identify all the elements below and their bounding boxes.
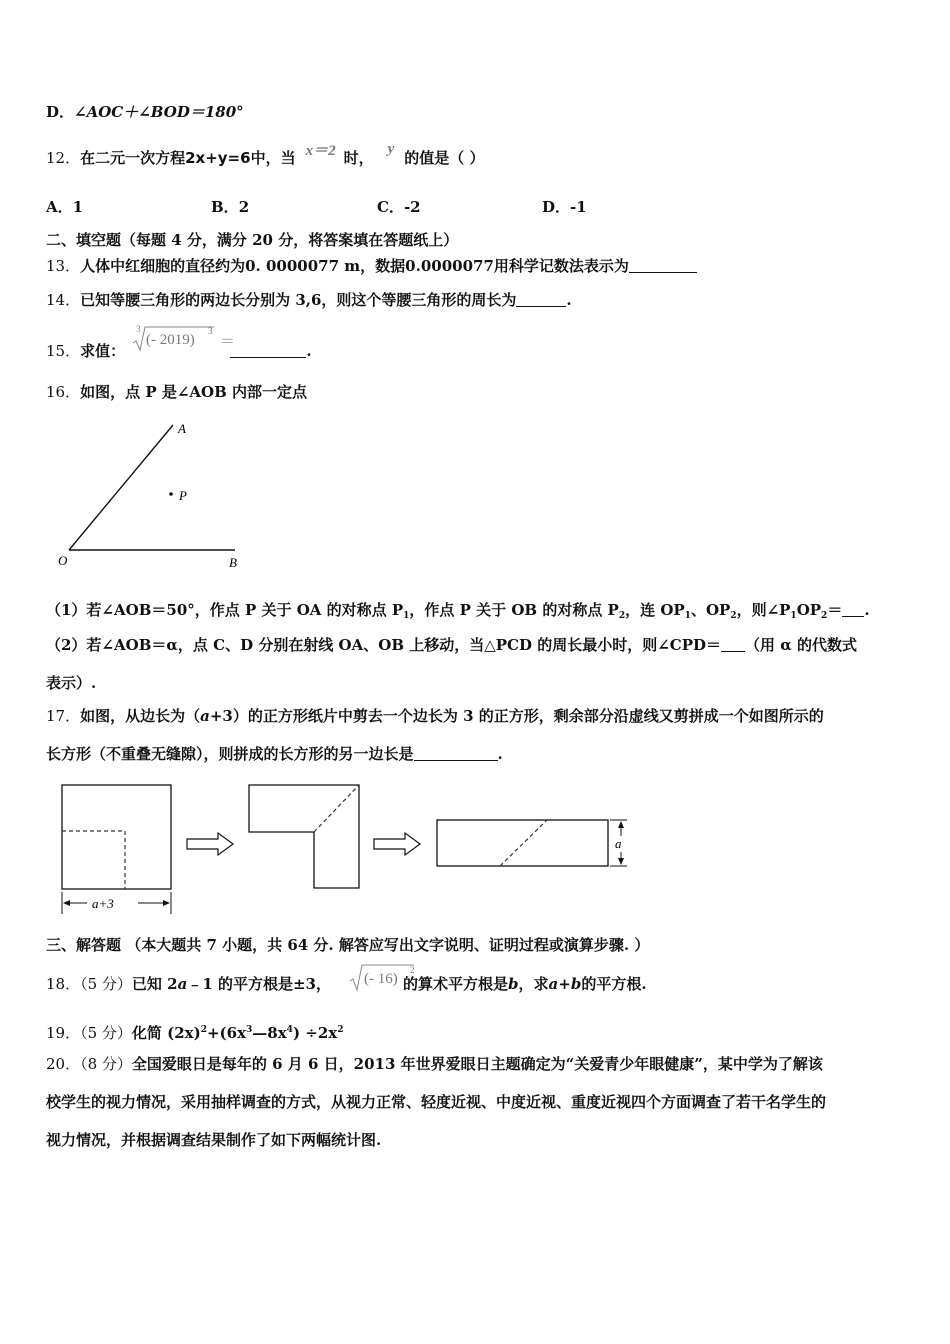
q17-line1: 17．如图，从边长为（a+3）的正方形纸片中剪去一个边长为 3 的正方形，剩余部分沿虚线又剪拼成一个如图所示的: [46, 707, 824, 725]
q17-line2: 长方形（不重叠无缝隙），则拼成的长方形的另一边长是 .: [46, 745, 503, 763]
q12-option-d: D．-1: [542, 198, 587, 216]
q17-figure: [55, 780, 645, 920]
q15-answer-blank[interactable]: [230, 343, 306, 358]
q16-part1: （1）若∠AOB＝50°，作点 P 关于 OA 的对称点 $P_1$，作点 P 关于 OB 的对称点 $P_2$，连 $OP_1$、$OP_2$，则$\angle P_1OP_2=$ .: [46, 601, 870, 621]
q15-exponent: 3: [208, 326, 213, 336]
q16-part2-line2: 表示）.: [46, 674, 97, 692]
q11-option-d-text: ∠AOC＋∠BOD＝180°: [74, 103, 244, 121]
q12-stem: 12．在二元一次方程2x+y=6中，当 x＝2 时， y 的值是（ ）: [46, 141, 485, 167]
q12-option-a: A．1: [46, 198, 84, 216]
result-rectangle: [437, 820, 608, 866]
q20-line2: 校学生的视力情况，采用抽样调查的方式，从视力正常、轻度近视、中度近视、重度近视四个方面调查了若干名学生的: [46, 1093, 827, 1111]
q18-exponent: 2: [410, 965, 415, 975]
q15-root-index: 3: [136, 324, 141, 334]
label-a: A: [178, 421, 186, 436]
label-b: B: [229, 555, 237, 570]
q12-equation: 2x+y=6: [185, 149, 251, 167]
q15-equals: ＝: [220, 334, 236, 350]
cut-square-dashed: [62, 831, 125, 889]
ray-oa: [69, 425, 173, 550]
q20-line3: 视力情况，并根据调查结果制作了如下两幅统计图.: [46, 1131, 382, 1149]
point-p: [169, 492, 173, 496]
q16-part2-blank[interactable]: [721, 637, 745, 652]
q13: 13．人体中红细胞的直径约为0. 0000077 m，数据0.0000077用科学记数法表示为: [46, 256, 697, 276]
q18-radicand: (- 16): [364, 971, 398, 987]
section-2-title: 二、填空题（每题 4 分，满分 20 分，将答案填在答题纸上）: [46, 231, 459, 249]
dim-label-a-plus-3: a+3: [92, 896, 114, 911]
q18: 18．（5 分）已知 2a﹣1 的平方根是±3， 的算术平方根是b，求a+b的平方根.: [46, 975, 647, 993]
hollow-arrow-1: [187, 833, 233, 855]
dim-label-a: a: [615, 836, 622, 851]
rectangle-dashed-line: [500, 820, 547, 866]
outer-square: [62, 785, 171, 889]
label-p: P: [179, 488, 187, 503]
q12-condition: x＝2: [305, 143, 336, 159]
q12-variable: y: [387, 141, 395, 157]
q17-answer-blank[interactable]: [414, 746, 498, 761]
q12-option-b: B．2: [211, 198, 250, 216]
q16-angle-figure: [50, 415, 250, 575]
l-shape: [249, 785, 359, 888]
q13-answer-blank[interactable]: [629, 258, 697, 273]
q14-answer-blank[interactable]: [516, 292, 566, 307]
q20-line1: 20．（8 分）全国爱眼日是每年的 6 月 6 日，2013 年世界爱眼日主题确定为“关爱青少年眼健康”，某中学为了解该: [46, 1055, 823, 1073]
q15-radicand: (- 2019): [146, 332, 195, 348]
q19: 19．（5 分）化简 $(2x)^2+(6x^3—8x^4) \div 2x^2$: [46, 1024, 344, 1042]
l-shape-cut-line: [314, 785, 359, 832]
q16-part2-line1: （2）若∠AOB＝α，点 C、D 分别在射线 OA、OB 上移动，当△PCD 的周长最小时，则∠CPD＝ （用 α 的代数式: [46, 636, 857, 654]
label-o: O: [58, 553, 68, 568]
q14: 14．已知等腰三角形的两边长分别为 3,6，则这个等腰三角形的周长为 .: [46, 291, 572, 309]
hollow-arrow-2: [374, 833, 420, 855]
q15: 15．求值： .: [46, 342, 312, 360]
q12-option-c: C．-2: [377, 198, 421, 216]
q18-sqrt-expression: [348, 961, 420, 993]
q15-cube-root-expression: [130, 322, 240, 356]
q11-option-d: D．∠AOC＋∠BOD＝180°: [46, 103, 244, 121]
q16-part1-blank[interactable]: [842, 602, 864, 617]
q16-stem: 16．如图，点 P 是∠AOB 内部一定点: [46, 383, 307, 401]
section-3-title: 三、解答题 （本大题共 7 小题，共 64 分. 解答应写出文字说明、证明过程或演算步骤. ）: [46, 936, 650, 954]
